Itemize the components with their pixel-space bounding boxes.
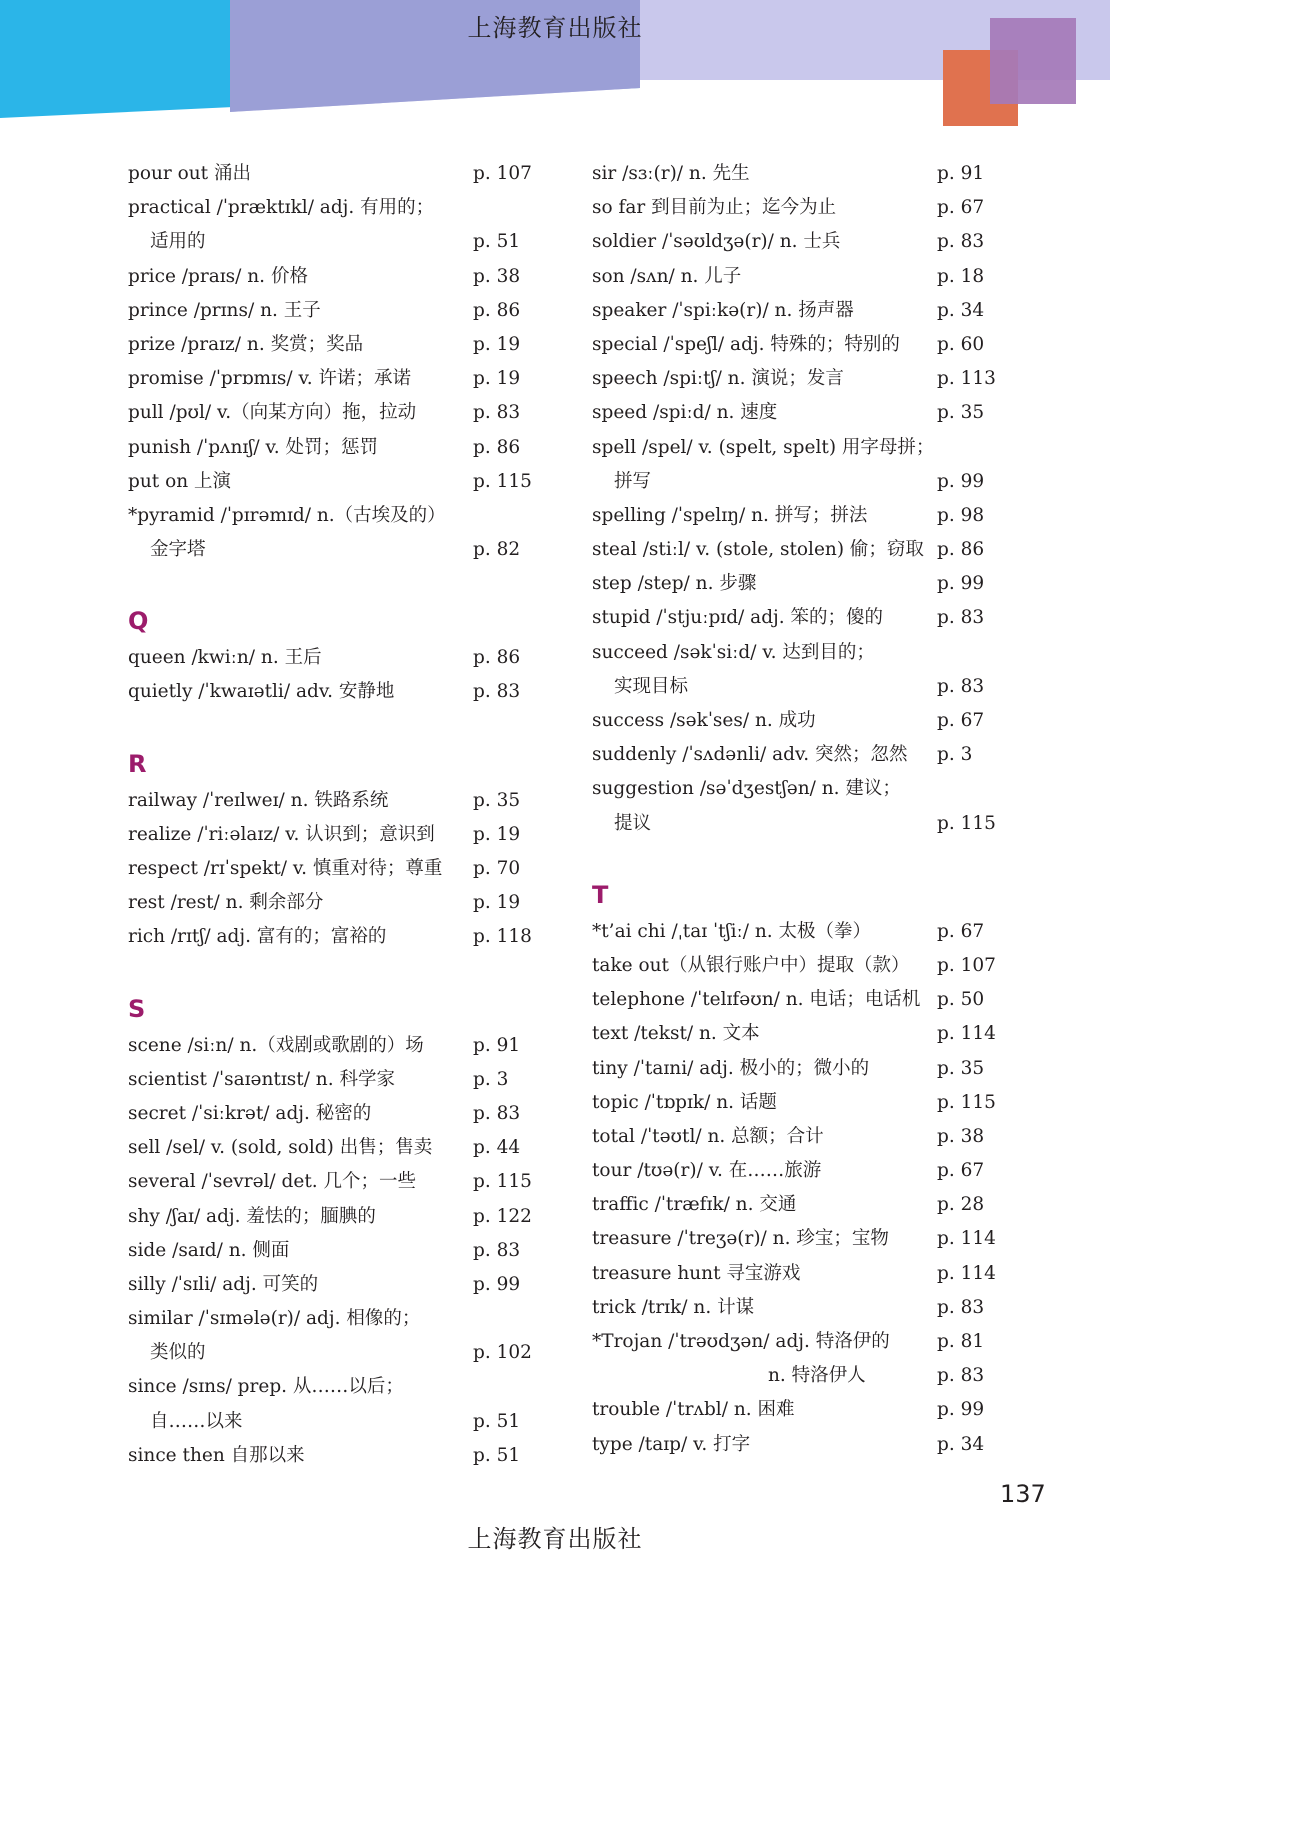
- glossary-entry: [128, 431, 548, 465]
- glossary-entry: [592, 772, 1012, 806]
- left-column: [128, 157, 548, 1473]
- entry-term: topic /ˈtɒpɪk/ n. 话题: [592, 1091, 777, 1113]
- glossary-entry: [592, 328, 1012, 362]
- glossary-entry: [592, 157, 1012, 191]
- entry-page-ref: p. 19: [473, 892, 521, 914]
- entry-term: realize /ˈriːəlaɪz/ v. 认识到；意识到: [128, 823, 435, 845]
- letter-heading: Q: [128, 607, 149, 636]
- glossary-entry: [592, 1188, 1012, 1222]
- entry-term: 适用的: [150, 231, 206, 253]
- entry-term: rich /rɪtʃ/ adj. 富有的；富裕的: [128, 926, 387, 948]
- section-spacer: [128, 955, 548, 989]
- entry-term: type /taɪp/ v. 打字: [592, 1433, 751, 1455]
- entry-term: *pyramid /ˈpɪrəmɪd/ n.（古埃及的）: [128, 504, 446, 526]
- entry-page-ref: p. 99: [473, 1273, 521, 1295]
- entry-page-ref: p. 99: [937, 470, 985, 492]
- entry-term: 类似的: [150, 1342, 206, 1364]
- entry-term: suggestion /səˈdʒestʃən/ n. 建议；: [592, 778, 901, 800]
- entry-page-ref: p. 50: [937, 989, 985, 1011]
- entry-page-ref: p. 81: [937, 1331, 985, 1352]
- entry-page-ref: p. 51: [473, 1444, 521, 1466]
- glossary-entry: [592, 1257, 1012, 1291]
- entry-page-ref: p. 83: [473, 1102, 521, 1124]
- glossary-entry: [128, 1029, 548, 1063]
- entry-term: since /sɪns/ prep. 从……以后；: [128, 1376, 404, 1398]
- entry-term: trouble /ˈtrʌbl/ n. 困难: [592, 1399, 795, 1421]
- entry-term: queen /kwiːn/ n. 王后: [128, 647, 322, 669]
- entry-term: stupid /ˈstjuːpɪd/ adj. 笨的；傻的: [592, 607, 884, 629]
- glossary-entry: [128, 465, 548, 499]
- glossary-entry-continuation: [128, 533, 548, 567]
- entry-term: sir /sɜː(r)/ n. 先生: [592, 163, 750, 184]
- entry-page-ref: p. 114: [937, 1023, 996, 1045]
- entry-term: promise /ˈprɒmɪs/ v. 许诺；承诺: [128, 368, 412, 390]
- entry-term: tiny /ˈtaɪni/ adj. 极小的；微小的: [592, 1057, 870, 1079]
- entry-page-ref: p. 35: [937, 1057, 985, 1079]
- entry-page-ref: p. 114: [937, 1228, 996, 1250]
- glossary-entry: [128, 886, 548, 920]
- entry-page-ref: p. 118: [473, 926, 532, 948]
- entry-term: 自……以来: [150, 1410, 243, 1432]
- entry-term: treasure hunt 寻宝游戏: [592, 1262, 801, 1284]
- entry-page-ref: p. 34: [937, 299, 985, 321]
- glossary-entry-continuation: [128, 225, 548, 259]
- entry-page-ref: p. 67: [937, 1160, 985, 1182]
- right-column: [592, 157, 1012, 1462]
- entry-page-ref: p. 114: [937, 1262, 996, 1284]
- entry-page-ref: p. 83: [937, 607, 985, 629]
- letter-heading: R: [128, 749, 147, 778]
- entry-term: traffic /ˈtræfɪk/ n. 交通: [592, 1194, 797, 1216]
- entry-term: secret /ˈsiːkrət/ adj. 秘密的: [128, 1102, 372, 1124]
- entry-term: text /tekst/ n. 文本: [592, 1023, 760, 1045]
- entry-page-ref: p. 122: [473, 1205, 532, 1227]
- entry-term: speaker /ˈspiːkə(r)/ n. 扬声器: [592, 299, 854, 321]
- glossary-entry: [592, 225, 1012, 259]
- section-spacer: [128, 567, 548, 601]
- entry-term: 提议: [614, 812, 652, 834]
- entry-page-ref: p. 70: [473, 858, 521, 879]
- glossary-entry: [128, 328, 548, 362]
- glossary-entry: [128, 818, 548, 852]
- glossary-entry: [128, 1165, 548, 1199]
- glossary-entry: [592, 294, 1012, 328]
- footer-publisher: 上海教育出版社: [467, 1525, 643, 1553]
- entry-page-ref: p. 115: [937, 1091, 996, 1113]
- glossary-entry: [592, 1086, 1012, 1120]
- entry-page-ref: p. 115: [937, 812, 996, 834]
- entry-page-ref: p. 86: [937, 539, 985, 561]
- glossary-entry-continuation: [128, 1405, 548, 1439]
- glossary-entry: [128, 920, 548, 954]
- entry-page-ref: p. 35: [937, 402, 985, 424]
- entry-term: soldier /ˈsəʊldʒə(r)/ n. 士兵: [592, 231, 841, 253]
- entry-page-ref: p. 115: [473, 1171, 532, 1193]
- entry-term: success /səkˈses/ n. 成功: [592, 710, 816, 731]
- entry-page-ref: p. 18: [937, 265, 985, 287]
- glossary-entry: [128, 1268, 548, 1302]
- entry-page-ref: p. 19: [473, 823, 521, 845]
- entry-term: son /sʌn/ n. 儿子: [592, 265, 742, 287]
- entry-page-ref: p. 67: [937, 197, 985, 219]
- entry-term: 金字塔: [150, 539, 206, 561]
- entry-term: suddenly /ˈsʌdənli/ adv. 突然；忽然: [592, 744, 908, 766]
- glossary-entry: [592, 260, 1012, 294]
- entry-term: practical /ˈpræktɪkl/ adj. 有用的；: [128, 197, 435, 219]
- section-spacer: [128, 710, 548, 744]
- entry-term: price /praɪs/ n. 价格: [128, 265, 308, 287]
- entry-page-ref: p. 82: [473, 539, 521, 561]
- glossary-entry: [128, 641, 548, 675]
- glossary-entry: [592, 533, 1012, 567]
- entry-page-ref: p. 115: [473, 470, 532, 492]
- glossary-entry: [128, 1097, 548, 1131]
- entry-term: 拼写: [614, 470, 652, 492]
- entry-page-ref: p. 60: [937, 333, 985, 355]
- entry-term: similar /ˈsɪmələ(r)/ adj. 相像的；: [128, 1308, 421, 1330]
- glossary-entry: [592, 1017, 1012, 1051]
- entry-term: put on 上演: [128, 470, 232, 492]
- entry-page-ref: p. 3: [473, 1068, 509, 1090]
- entry-term: respect /rɪˈspekt/ v. 慎重对待；尊重: [128, 858, 443, 879]
- entry-page-ref: p. 107: [473, 163, 532, 184]
- entry-term: railway /ˈreɪlweɪ/ n. 铁路系统: [128, 789, 389, 811]
- glossary-entry: [128, 675, 548, 709]
- entry-page-ref: p. 83: [937, 231, 985, 253]
- glossary-entry: [592, 1393, 1012, 1427]
- entry-term: prize /praɪz/ n. 奖赏；奖品: [128, 333, 364, 355]
- entry-page-ref: p. 3: [937, 744, 973, 766]
- entry-page-ref: p. 51: [473, 1410, 521, 1432]
- entry-term: special /ˈspeʃl/ adj. 特殊的；特别的: [592, 333, 900, 355]
- glossary-entry: [592, 396, 1012, 430]
- entry-page-ref: p. 91: [473, 1034, 521, 1056]
- entry-term: speed /spiːd/ n. 速度: [592, 402, 778, 424]
- entry-page-ref: p. 44: [473, 1137, 521, 1159]
- entry-term: n. 特洛伊人: [768, 1365, 866, 1387]
- entry-page-ref: p. 19: [473, 368, 521, 390]
- glossary-entry: [128, 499, 548, 533]
- entry-term: so far 到目前为止；迄今为止: [592, 197, 837, 219]
- entry-term: punish /ˈpʌnɪʃ/ v. 处罚；惩罚: [128, 436, 378, 458]
- entry-term: rest /rest/ n. 剩余部分: [128, 892, 324, 914]
- glossary-entry: [128, 852, 548, 886]
- glossary-entry: [592, 191, 1012, 225]
- glossary-entry: [128, 1131, 548, 1165]
- entry-page-ref: p. 38: [473, 265, 521, 287]
- entry-page-ref: p. 99: [937, 1399, 985, 1421]
- glossary-entry: [592, 1222, 1012, 1256]
- entry-term: *t’ai chi /ˌtaɪ ˈtʃiː/ n. 太极（拳）: [592, 920, 872, 942]
- glossary-entry: [592, 362, 1012, 396]
- entry-term: scientist /ˈsaɪəntɪst/ n. 科学家: [128, 1068, 395, 1090]
- entry-term: take out（从银行账户中）提取（款）: [592, 954, 910, 976]
- entry-term: speech /spiːtʃ/ n. 演说；发言: [592, 368, 844, 390]
- entry-term: total /ˈtəʊtl/ n. 总额；合计: [592, 1125, 824, 1147]
- glossary-entry: [592, 1428, 1012, 1462]
- glossary-entry: [592, 1154, 1012, 1188]
- glossary-entry: [592, 567, 1012, 601]
- entry-term: pour out 涌出: [128, 163, 251, 184]
- entry-page-ref: p. 83: [937, 1296, 985, 1318]
- glossary-entry: [592, 1325, 1012, 1359]
- entry-page-ref: p. 28: [937, 1194, 985, 1216]
- glossary-entry: [128, 1302, 548, 1336]
- entry-page-ref: p. 83: [937, 675, 985, 697]
- entry-page-ref: p. 113: [937, 368, 996, 390]
- glossary-entry: [592, 915, 1012, 949]
- glossary-entry: [592, 738, 1012, 772]
- section-spacer: [592, 841, 1012, 875]
- entry-term: scene /siːn/ n.（戏剧或歌剧的）场: [128, 1034, 424, 1056]
- entry-page-ref: p. 19: [473, 333, 521, 355]
- entry-page-ref: p. 86: [473, 299, 521, 321]
- glossary-entry: [128, 1370, 548, 1404]
- entry-page-ref: p. 83: [473, 402, 521, 424]
- entry-term: prince /prɪns/ n. 王子: [128, 299, 321, 321]
- glossary-entry: [592, 499, 1012, 533]
- entry-term: spell /spel/ v. (spelt, spelt) 用字母拼；: [592, 436, 935, 458]
- entry-term: step /step/ n. 步骤: [592, 573, 757, 595]
- glossary-entry-continuation: [592, 807, 1012, 841]
- entry-term: succeed /səkˈsiːd/ v. 达到目的；: [592, 641, 875, 663]
- entry-page-ref: p. 35: [473, 789, 521, 811]
- entry-term: side /saɪd/ n. 侧面: [128, 1239, 290, 1261]
- entry-page-ref: p. 67: [937, 710, 985, 731]
- entry-term: 实现目标: [614, 675, 689, 697]
- glossary-entry: [592, 431, 1012, 465]
- glossary-entry: [128, 294, 548, 328]
- entry-term: treasure /ˈtreʒə(r)/ n. 珍宝；宝物: [592, 1228, 889, 1250]
- header-publisher: 上海教育出版社: [467, 14, 643, 42]
- glossary-entry-continuation: [592, 465, 1012, 499]
- entry-page-ref: p. 38: [937, 1125, 985, 1147]
- glossary-entry-continuation: [592, 670, 1012, 704]
- glossary-entry: [128, 1439, 548, 1473]
- entry-page-ref: p. 83: [937, 1365, 985, 1387]
- entry-term: quietly /ˈkwaɪətli/ adv. 安静地: [128, 681, 395, 703]
- entry-term: trick /trɪk/ n. 计谋: [592, 1296, 755, 1318]
- letter-heading: S: [128, 994, 146, 1023]
- glossary-entry: [592, 1120, 1012, 1154]
- glossary-entry: [128, 784, 548, 818]
- entry-term: several /ˈsevrəl/ det. 几个；一些: [128, 1171, 417, 1193]
- entry-term: since then 自那以来: [128, 1444, 305, 1466]
- entry-page-ref: p. 67: [937, 920, 985, 942]
- entry-term: tour /tʊə(r)/ v. 在……旅游: [592, 1160, 822, 1182]
- entry-page-ref: p. 34: [937, 1433, 985, 1455]
- glossary-entry: [592, 1052, 1012, 1086]
- glossary-entry: [592, 601, 1012, 635]
- glossary-entry: [128, 157, 548, 191]
- entry-page-ref: p. 83: [473, 1239, 521, 1261]
- glossary-entry: [128, 260, 548, 294]
- glossary-entry: [592, 983, 1012, 1017]
- letter-heading: T: [592, 880, 609, 909]
- glossary-entry: [128, 1234, 548, 1268]
- glossary-entry: [592, 704, 1012, 738]
- entry-page-ref: p. 91: [937, 163, 985, 184]
- glossary-entry: [592, 1291, 1012, 1325]
- entry-page-ref: p. 107: [937, 954, 996, 976]
- glossary-entry: [128, 362, 548, 396]
- entry-term: sell /sel/ v. (sold, sold) 出售；售卖: [128, 1137, 433, 1159]
- entry-page-ref: p. 99: [937, 573, 985, 595]
- entry-term: shy /ʃaɪ/ adj. 羞怯的；腼腆的: [128, 1205, 376, 1227]
- entry-page-ref: p. 83: [473, 681, 521, 703]
- glossary-entry: [128, 1063, 548, 1097]
- entry-term: steal /stiːl/ v. (stole, stolen) 偷；窃取: [592, 539, 924, 561]
- page-number: 137: [1000, 1480, 1046, 1508]
- entry-term: *Trojan /ˈtrəʊdʒən/ adj. 特洛伊的: [592, 1331, 890, 1352]
- entry-page-ref: p. 102: [473, 1342, 532, 1364]
- entry-page-ref: p. 98: [937, 504, 985, 526]
- entry-term: spelling /ˈspelɪŋ/ n. 拼写；拼法: [592, 504, 868, 526]
- entry-term: silly /ˈsɪli/ adj. 可笑的: [128, 1273, 319, 1295]
- entry-page-ref: p. 86: [473, 647, 521, 669]
- glossary-entry-continuation: [128, 1336, 548, 1370]
- glossary-entry-continuation: [592, 1359, 1012, 1393]
- glossary-entry: [128, 191, 548, 225]
- glossary-entry: [592, 949, 1012, 983]
- glossary-entry: [128, 396, 548, 430]
- glossary-entry: [592, 636, 1012, 670]
- glossary-entry: [128, 1200, 548, 1234]
- entry-page-ref: p. 86: [473, 436, 521, 458]
- entry-term: telephone /ˈtelɪfəʊn/ n. 电话；电话机: [592, 989, 921, 1011]
- entry-term: pull /pʊl/ v.（向某方向）拖，拉动: [128, 402, 417, 424]
- entry-page-ref: p. 51: [473, 231, 521, 253]
